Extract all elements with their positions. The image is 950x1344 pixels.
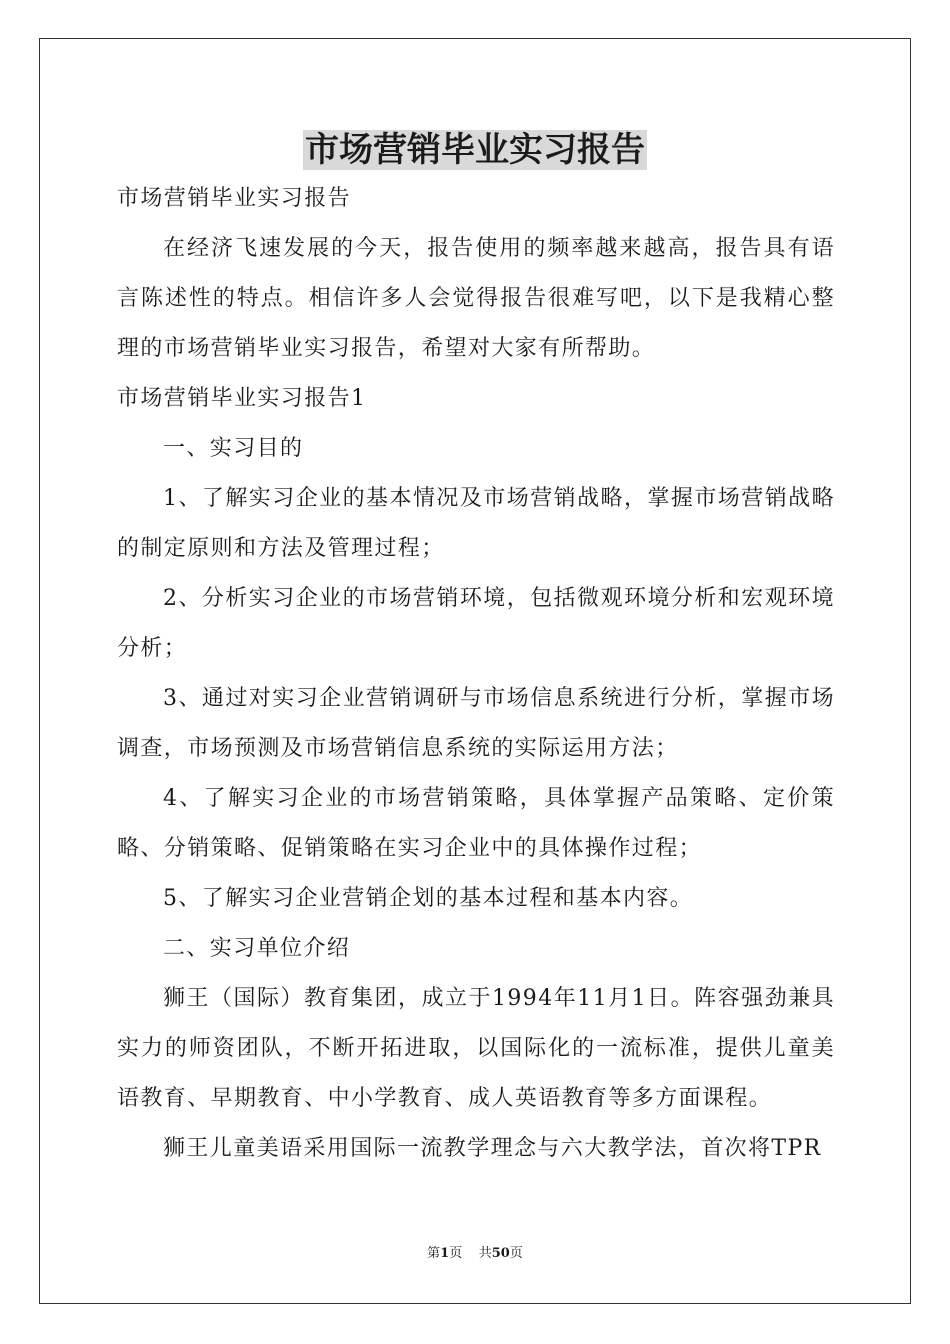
- paragraph: 1、了解实习企业的基本情况及市场营销战略，掌握市场营销战略的制定原则和方法及管理过程；: [117, 486, 835, 561]
- paragraph: 市场营销毕业实习报告: [117, 186, 352, 211]
- footer-total-prefix: 共: [478, 1246, 492, 1261]
- paragraph: 狮王儿童美语采用国际一流教学理念与六大教学法，首次将TPR: [163, 1136, 822, 1161]
- footer-total-pages: 50: [491, 1246, 510, 1261]
- paragraph: 5、了解实习企业营销企划的基本过程和基本内容。: [163, 886, 694, 911]
- paragraph: 一、实习目的: [163, 436, 304, 461]
- footer-page-prefix: 第: [427, 1246, 441, 1261]
- footer-page-suffix: 页: [449, 1246, 463, 1261]
- document-title-text: 市场营销毕业实习报告: [305, 130, 645, 170]
- page-footer: [0, 1245, 950, 1263]
- document-title: [0, 128, 950, 172]
- paragraph: 狮王（国际）教育集团，成立于1994年11月1日。阵容强劲兼具实力的师资团队，不断开拓进取，以国际化的一流标准，提供儿童美语教育、早期教育、中小学教育、成人英语教育等多方面课程。: [117, 986, 835, 1111]
- paragraph: 4、了解实习企业的市场营销策略，具体掌握产品策略、定价策略、分销策略、促销策略在实习企业中的具体操作过程；: [117, 786, 835, 861]
- footer-page-number: 1: [440, 1246, 450, 1261]
- paragraph: 二、实习单位介绍: [163, 936, 351, 961]
- paragraph: 在经济飞速发展的今天，报告使用的频率越来越高，报告具有语言陈述性的特点。相信许多人会觉得报告很难写吧，以下是我精心整理的市场营销毕业实习报告，希望对大家有所帮助。: [117, 236, 835, 361]
- paragraph: 3、通过对实习企业营销调研与市场信息系统进行分析，掌握市场调查，市场预测及市场营销信息系统的实际运用方法；: [117, 686, 835, 761]
- document-body: [117, 174, 835, 1174]
- paragraph: 2、分析实习企业的市场营销环境，包括微观环境分析和宏观环境分析；: [117, 586, 835, 661]
- paragraph: 市场营销毕业实习报告1: [117, 386, 367, 411]
- footer-total-suffix: 页: [509, 1246, 523, 1261]
